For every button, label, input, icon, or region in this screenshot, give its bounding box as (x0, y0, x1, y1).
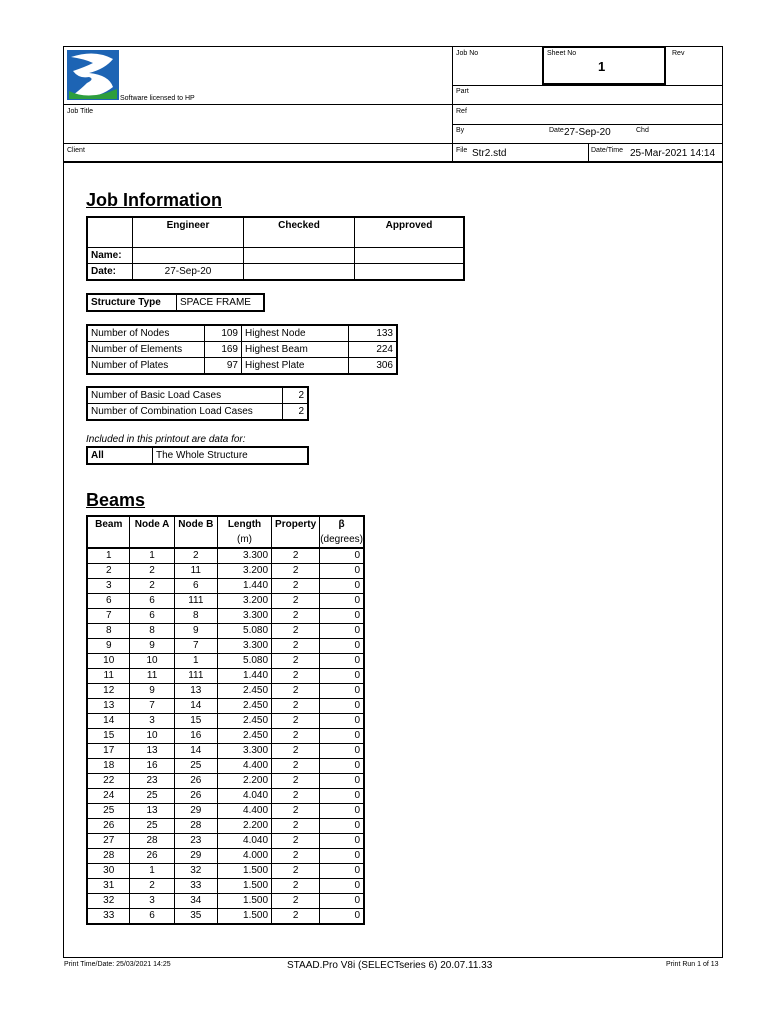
beam-cell: 6 (174, 579, 217, 594)
beam-cell: 28 (87, 849, 130, 864)
beam-cell: 31 (87, 879, 130, 894)
beam-cell: 4.000 (217, 849, 271, 864)
beam-cell: 2.200 (217, 774, 271, 789)
table-row (87, 684, 364, 699)
table-row (87, 639, 364, 654)
beam-cell: 34 (174, 894, 217, 909)
beam-cell: 3.300 (217, 639, 271, 654)
loads-table (86, 386, 309, 421)
beam-cell: 1 (130, 548, 174, 564)
beams-header: Node A (130, 516, 174, 532)
load-value: 2 (283, 387, 309, 404)
beam-cell: 0 (320, 639, 364, 654)
load-row (87, 404, 308, 421)
date-value: 27-Sep-20 (564, 127, 611, 138)
load-label: Number of Combination Load Cases (87, 404, 283, 421)
beam-cell: 2 (174, 548, 217, 564)
stats-cell: 133 (349, 325, 398, 342)
rev-label: Rev (672, 50, 685, 57)
beam-cell: 2 (272, 729, 320, 744)
beam-cell: 25 (130, 819, 174, 834)
beam-cell: 29 (174, 804, 217, 819)
beam-cell: 1.500 (217, 879, 271, 894)
sheet-no-label: Sheet No (547, 50, 577, 57)
beam-cell: 2.200 (217, 819, 271, 834)
beam-cell: 0 (320, 714, 364, 729)
beam-cell: 1.500 (217, 909, 271, 925)
beam-cell: 10 (130, 654, 174, 669)
footer-print-time: Print Time/Date: 25/03/2021 14:25 (64, 961, 171, 968)
beam-cell: 8 (174, 609, 217, 624)
beam-cell: 2 (272, 594, 320, 609)
datetime-value: 25-Mar-2021 14:14 (630, 148, 716, 159)
beam-cell: 32 (174, 864, 217, 879)
by-label: By (456, 127, 465, 134)
beam-cell: 0 (320, 819, 364, 834)
job-title-label: Job Title (67, 108, 94, 115)
sheet-no-value: 1 (598, 59, 606, 74)
beam-cell: 5.080 (217, 654, 271, 669)
beams-table (86, 515, 365, 925)
beam-cell: 2 (272, 579, 320, 594)
beam-cell: 0 (320, 654, 364, 669)
col-approved: Approved (355, 217, 465, 247)
beam-cell: 2 (272, 564, 320, 579)
beam-cell: 1 (87, 548, 130, 564)
row-date: Date: (87, 263, 133, 280)
included-text: Included in this printout are data for: (86, 434, 246, 445)
beam-cell: 1 (174, 654, 217, 669)
included-table (86, 446, 309, 465)
structure-type-value: SPACE FRAME (177, 294, 265, 311)
beam-cell: 7 (87, 609, 130, 624)
stats-row (87, 358, 397, 375)
table-row (87, 759, 364, 774)
beam-cell: 9 (130, 639, 174, 654)
table-row (87, 789, 364, 804)
beam-cell: 0 (320, 894, 364, 909)
beam-cell: 4.040 (217, 834, 271, 849)
beam-cell: 0 (320, 864, 364, 879)
beam-cell: 23 (130, 774, 174, 789)
engineer-date: 27-Sep-20 (133, 263, 244, 280)
included-desc: The Whole Structure (153, 447, 309, 464)
table-row (87, 909, 364, 925)
beams-header: Beam (87, 516, 130, 532)
beam-cell: 8 (130, 624, 174, 639)
table-row (87, 609, 364, 624)
beam-cell: 7 (130, 699, 174, 714)
header-block (63, 46, 723, 163)
table-row (87, 564, 364, 579)
beam-cell: 11 (87, 669, 130, 684)
date-label: Date (549, 127, 564, 134)
included-all: All (87, 447, 153, 464)
table-row (87, 834, 364, 849)
beam-cell: 0 (320, 729, 364, 744)
beams-subheader: (m) (217, 532, 271, 548)
stats-cell: Number of Nodes (87, 325, 205, 342)
table-row (87, 864, 364, 879)
beam-cell: 2.450 (217, 714, 271, 729)
beam-cell: 0 (320, 909, 364, 925)
file-label: File (456, 147, 468, 154)
beams-title: Beams (86, 490, 146, 510)
beam-cell: 2 (272, 894, 320, 909)
table-row (87, 548, 364, 564)
stats-cell: 169 (205, 342, 242, 358)
beam-cell: 23 (174, 834, 217, 849)
beam-cell: 2.450 (217, 684, 271, 699)
beam-cell: 2 (272, 834, 320, 849)
beam-cell: 0 (320, 609, 364, 624)
beam-cell: 14 (174, 744, 217, 759)
beam-cell: 0 (320, 834, 364, 849)
table-row (87, 594, 364, 609)
beam-cell: 2 (272, 804, 320, 819)
beams-header: Property (272, 516, 320, 532)
beam-cell: 2 (272, 609, 320, 624)
beam-cell: 25 (87, 804, 130, 819)
beam-cell: 2 (272, 714, 320, 729)
stats-table (86, 324, 398, 375)
beam-cell: 18 (87, 759, 130, 774)
beam-cell: 30 (87, 864, 130, 879)
bentley-logo-icon (65, 49, 121, 101)
beam-cell: 4.400 (217, 759, 271, 774)
part-label: Part (456, 88, 469, 95)
stats-cell: Highest Beam (242, 342, 349, 358)
beam-cell: 3 (87, 579, 130, 594)
beam-cell: 26 (174, 774, 217, 789)
beam-cell: 3.200 (217, 564, 271, 579)
beam-cell: 9 (130, 684, 174, 699)
beam-cell: 15 (174, 714, 217, 729)
beam-cell: 6 (130, 909, 174, 925)
beam-cell: 33 (87, 909, 130, 925)
beam-cell: 3 (130, 714, 174, 729)
beam-cell: 0 (320, 594, 364, 609)
beam-cell: 2 (272, 909, 320, 925)
beam-cell: 0 (320, 759, 364, 774)
beam-cell: 2 (272, 669, 320, 684)
file-value: Str2.std (472, 148, 507, 159)
stats-cell: 224 (349, 342, 398, 358)
beam-cell: 3 (130, 894, 174, 909)
beam-cell: 2 (272, 864, 320, 879)
stats-cell: Highest Node (242, 325, 349, 342)
beam-cell: 26 (174, 789, 217, 804)
beam-cell: 28 (174, 819, 217, 834)
beam-cell: 22 (87, 774, 130, 789)
beam-cell: 0 (320, 548, 364, 564)
beam-cell: 0 (320, 744, 364, 759)
beam-cell: 2 (272, 759, 320, 774)
client-label: Client (67, 147, 85, 154)
beam-cell: 2 (272, 879, 320, 894)
table-row (87, 894, 364, 909)
beam-cell: 111 (174, 669, 217, 684)
beam-cell: 0 (320, 684, 364, 699)
table-row (87, 774, 364, 789)
beam-cell: 25 (174, 759, 217, 774)
beam-cell: 15 (87, 729, 130, 744)
beam-cell: 1 (130, 864, 174, 879)
beam-cell: 0 (320, 669, 364, 684)
beam-cell: 0 (320, 849, 364, 864)
beam-cell: 14 (174, 699, 217, 714)
table-row (87, 699, 364, 714)
beam-cell: 2 (272, 639, 320, 654)
beam-cell: 0 (320, 879, 364, 894)
beams-header: Length (217, 516, 271, 532)
beam-cell: 2 (272, 819, 320, 834)
licensed-text: Software licensed to HP (120, 95, 195, 102)
beam-cell: 1.500 (217, 894, 271, 909)
table-row (87, 819, 364, 834)
beam-cell: 2 (272, 548, 320, 564)
beam-cell: 0 (320, 564, 364, 579)
table-row (87, 624, 364, 639)
footer-program: STAAD.Pro V8i (SELECTseries 6) 20.07.11.33 (287, 960, 493, 971)
beam-cell: 4.040 (217, 789, 271, 804)
stats-cell: Number of Plates (87, 358, 205, 375)
beam-cell: 3.300 (217, 609, 271, 624)
structure-type-table (86, 293, 265, 312)
col-engineer: Engineer (133, 217, 244, 247)
beam-cell: 0 (320, 699, 364, 714)
beam-cell: 2 (272, 744, 320, 759)
beam-cell: 2 (272, 654, 320, 669)
beam-cell: 12 (87, 684, 130, 699)
beam-cell: 6 (130, 609, 174, 624)
beam-cell: 13 (174, 684, 217, 699)
table-row (87, 669, 364, 684)
beam-cell: 4.400 (217, 804, 271, 819)
stats-cell: 109 (205, 325, 242, 342)
beam-cell: 2 (272, 789, 320, 804)
beam-cell: 11 (130, 669, 174, 684)
beam-cell: 32 (87, 894, 130, 909)
beam-cell: 16 (174, 729, 217, 744)
beam-cell: 2 (130, 879, 174, 894)
beam-cell: 27 (87, 834, 130, 849)
job-information-title: Job Information (86, 190, 222, 210)
col-checked: Checked (244, 217, 355, 247)
beam-cell: 3.300 (217, 744, 271, 759)
beam-cell: 2 (130, 564, 174, 579)
beam-cell: 14 (87, 714, 130, 729)
beam-cell: 5.080 (217, 624, 271, 639)
beam-cell: 7 (174, 639, 217, 654)
beam-cell: 28 (130, 834, 174, 849)
load-row (87, 387, 308, 404)
chd-label: Chd (636, 127, 649, 134)
table-row (87, 744, 364, 759)
structure-type-label: Structure Type (87, 294, 177, 311)
beam-cell: 10 (87, 654, 130, 669)
beam-cell: 2 (272, 699, 320, 714)
load-label: Number of Basic Load Cases (87, 387, 283, 404)
beam-cell: 2 (130, 579, 174, 594)
stats-cell: 306 (349, 358, 398, 375)
beam-cell: 1.440 (217, 579, 271, 594)
row-name: Name: (87, 247, 133, 263)
beam-cell: 35 (174, 909, 217, 925)
table-row (87, 804, 364, 819)
beam-cell: 1.440 (217, 669, 271, 684)
beam-cell: 11 (174, 564, 217, 579)
table-row (87, 714, 364, 729)
beam-cell: 3.200 (217, 594, 271, 609)
beam-cell: 25 (130, 789, 174, 804)
table-row (87, 579, 364, 594)
datetime-label: Date/Time (591, 147, 624, 154)
beam-cell: 13 (130, 744, 174, 759)
beam-cell: 0 (320, 804, 364, 819)
beam-cell: 2 (87, 564, 130, 579)
beam-cell: 26 (87, 819, 130, 834)
beams-subheader: (degrees) (320, 532, 364, 548)
beam-cell: 1.500 (217, 864, 271, 879)
beam-cell: 9 (87, 639, 130, 654)
beam-cell: 17 (87, 744, 130, 759)
beam-cell: 2 (272, 849, 320, 864)
stats-cell: Number of Elements (87, 342, 205, 358)
beam-cell: 111 (174, 594, 217, 609)
stats-cell: 97 (205, 358, 242, 375)
beams-header: Node B (174, 516, 217, 532)
beam-cell: 16 (130, 759, 174, 774)
beam-cell: 3.300 (217, 548, 271, 564)
table-row (87, 879, 364, 894)
beam-cell: 0 (320, 579, 364, 594)
beam-cell: 2 (272, 684, 320, 699)
beam-cell: 6 (87, 594, 130, 609)
beam-cell: 13 (87, 699, 130, 714)
load-value: 2 (283, 404, 309, 421)
stats-row (87, 342, 397, 358)
beam-cell: 13 (130, 804, 174, 819)
beam-cell: 10 (130, 729, 174, 744)
beam-cell: 33 (174, 879, 217, 894)
beam-cell: 29 (174, 849, 217, 864)
beam-cell: 6 (130, 594, 174, 609)
beam-cell: 0 (320, 774, 364, 789)
ref-label: Ref (456, 108, 467, 115)
footer-print-run: Print Run 1 of 13 (666, 961, 719, 968)
table-row (87, 849, 364, 864)
stats-cell: Highest Plate (242, 358, 349, 375)
beam-cell: 26 (130, 849, 174, 864)
beam-cell: 0 (320, 624, 364, 639)
beam-cell: 8 (87, 624, 130, 639)
job-no-label: Job No (456, 50, 479, 57)
beam-cell: 0 (320, 789, 364, 804)
beam-cell: 2.450 (217, 699, 271, 714)
table-row (87, 654, 364, 669)
beam-cell: 2 (272, 624, 320, 639)
table-row (87, 729, 364, 744)
beam-cell: 9 (174, 624, 217, 639)
beam-cell: 2 (272, 774, 320, 789)
stats-row (87, 325, 397, 342)
approval-table (86, 216, 465, 281)
beam-cell: 24 (87, 789, 130, 804)
beams-header: β (320, 516, 364, 532)
beam-cell: 2.450 (217, 729, 271, 744)
